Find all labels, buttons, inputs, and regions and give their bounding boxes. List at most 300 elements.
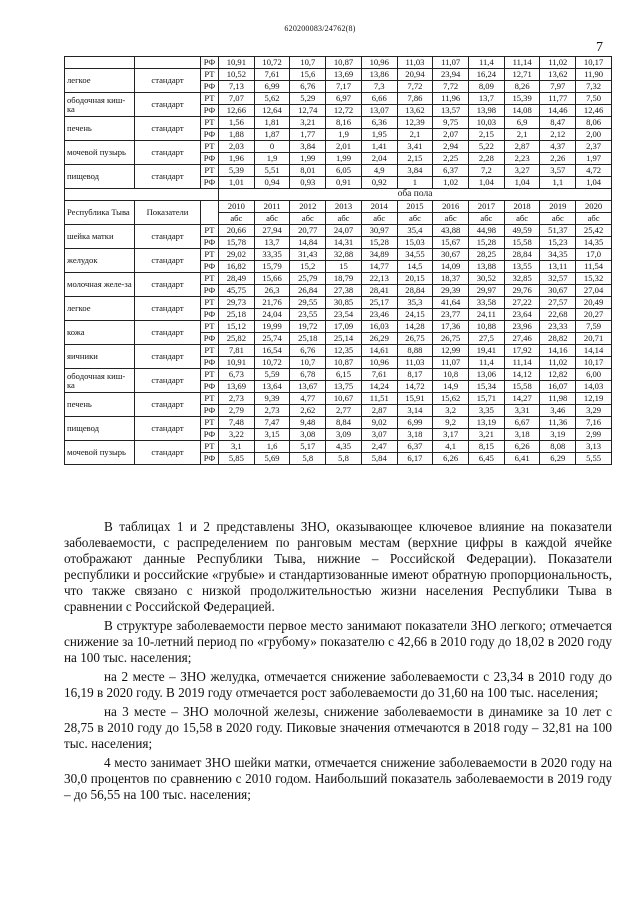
value-cell: 1,99 <box>290 153 326 165</box>
value-cell: 3,19 <box>540 429 576 441</box>
value-cell: 5,84 <box>361 453 397 465</box>
value-cell: 2,94 <box>433 141 469 153</box>
indicator-cell <box>135 57 201 69</box>
value-cell: 5,51 <box>254 165 290 177</box>
value-cell: 15,12 <box>219 321 255 333</box>
value-cell: 10,91 <box>219 357 255 369</box>
value-cell: 2,25 <box>433 153 469 165</box>
region-cell: РФ <box>201 153 219 165</box>
indicator-cell: стандарт <box>135 297 201 321</box>
value-cell: 1,9 <box>254 153 290 165</box>
region-cell: РФ <box>201 285 219 297</box>
value-cell: 18,37 <box>433 273 469 285</box>
value-cell: 15,28 <box>469 237 505 249</box>
value-cell: 13,57 <box>433 105 469 117</box>
value-cell: 15,78 <box>219 237 255 249</box>
value-cell: 6,78 <box>290 369 326 381</box>
value-cell: 2,01 <box>326 141 362 153</box>
value-cell: 23,54 <box>326 309 362 321</box>
value-cell: 0,94 <box>254 177 290 189</box>
value-cell: 6,26 <box>504 441 540 453</box>
value-cell: 14,24 <box>361 381 397 393</box>
value-cell: 14,72 <box>397 381 433 393</box>
region-cell: РТ <box>201 321 219 333</box>
blank-cell <box>65 189 219 201</box>
value-cell: 2,87 <box>361 405 397 417</box>
value-cell: 1,81 <box>254 117 290 129</box>
value-cell: 20,66 <box>219 225 255 237</box>
table-row <box>65 69 612 81</box>
table-row <box>65 321 612 333</box>
site-cell: пищевод <box>65 417 135 441</box>
table-row <box>65 249 612 261</box>
site-cell: легкое <box>65 69 135 93</box>
value-cell: 23,55 <box>290 309 326 321</box>
region-cell: РФ <box>201 57 219 69</box>
value-cell: 14,35 <box>576 237 612 249</box>
table-row <box>65 393 612 405</box>
value-cell: 7,50 <box>576 93 612 105</box>
value-cell: 2,62 <box>290 405 326 417</box>
site-cell: печень <box>65 393 135 417</box>
year-header: 2020 <box>576 201 612 213</box>
value-cell: 6,97 <box>326 93 362 105</box>
section-title: оба пола <box>219 189 612 201</box>
value-cell: 19,41 <box>469 345 505 357</box>
value-cell: 15,71 <box>469 393 505 405</box>
value-cell: 0,93 <box>290 177 326 189</box>
value-cell: 1,88 <box>219 129 255 141</box>
value-cell: 33,58 <box>469 297 505 309</box>
value-cell: 2,28 <box>469 153 505 165</box>
value-cell: 4,35 <box>326 441 362 453</box>
value-cell: 11,36 <box>540 417 576 429</box>
value-cell: 15,66 <box>254 273 290 285</box>
value-cell: 14,84 <box>290 237 326 249</box>
value-cell: 0,91 <box>326 177 362 189</box>
value-cell: 1,6 <box>254 441 290 453</box>
value-cell: 10,67 <box>326 393 362 405</box>
value-cell: 2,73 <box>254 405 290 417</box>
value-cell: 34,55 <box>397 249 433 261</box>
region-cell: РТ <box>201 225 219 237</box>
value-cell: 16,24 <box>469 69 505 81</box>
value-cell: 35,4 <box>397 225 433 237</box>
region-cell: РТ <box>201 117 219 129</box>
value-cell: 3,84 <box>290 141 326 153</box>
value-cell: 15 <box>326 261 362 273</box>
value-cell: 10,17 <box>576 357 612 369</box>
value-cell: 19,99 <box>254 321 290 333</box>
value-cell: 6,17 <box>397 453 433 465</box>
value-cell: 14,28 <box>397 321 433 333</box>
value-cell: 5,17 <box>290 441 326 453</box>
table-row <box>65 57 612 69</box>
value-cell: 15,28 <box>361 237 397 249</box>
value-cell: 4,77 <box>290 393 326 405</box>
site-cell: мочевой пузырь <box>65 441 135 465</box>
site-cell: желудок <box>65 249 135 273</box>
value-cell: 6,15 <box>326 369 362 381</box>
header-row <box>65 201 612 213</box>
value-cell: 22,13 <box>361 273 397 285</box>
value-cell: 25,17 <box>361 297 397 309</box>
value-cell: 2,03 <box>219 141 255 153</box>
value-cell: 14,14 <box>576 345 612 357</box>
value-cell: 13,86 <box>361 69 397 81</box>
value-cell: 12,74 <box>290 105 326 117</box>
value-cell: 14,09 <box>433 261 469 273</box>
value-cell: 3,18 <box>504 429 540 441</box>
value-cell: 32,88 <box>326 249 362 261</box>
table-row <box>65 165 612 177</box>
value-cell: 44,98 <box>469 225 505 237</box>
value-cell: 10,72 <box>254 357 290 369</box>
value-cell: 6,45 <box>469 453 505 465</box>
table-row <box>65 117 612 129</box>
value-cell: 13,98 <box>469 105 505 117</box>
value-cell: 2,15 <box>469 129 505 141</box>
value-cell: 1,99 <box>326 153 362 165</box>
site-cell: печень <box>65 117 135 141</box>
value-cell: 27,46 <box>504 333 540 345</box>
value-cell: 3,18 <box>397 429 433 441</box>
value-cell: 1,04 <box>469 177 505 189</box>
value-cell: 2,47 <box>361 441 397 453</box>
indicator-cell: стандарт <box>135 117 201 141</box>
value-cell: 13,19 <box>469 417 505 429</box>
value-cell: 11,07 <box>433 57 469 69</box>
value-cell: 3,21 <box>290 117 326 129</box>
value-cell: 16,54 <box>254 345 290 357</box>
value-cell: 5,8 <box>326 453 362 465</box>
value-cell: 7,07 <box>219 93 255 105</box>
value-cell: 2,73 <box>219 393 255 405</box>
table-row <box>65 441 612 453</box>
value-cell: 15,58 <box>504 237 540 249</box>
value-cell: 6,99 <box>254 81 290 93</box>
value-cell: 15,32 <box>576 273 612 285</box>
value-cell: 28,84 <box>397 285 433 297</box>
table-row <box>65 141 612 153</box>
value-cell: 26,29 <box>361 333 397 345</box>
value-cell: 17,92 <box>504 345 540 357</box>
value-cell: 14,77 <box>361 261 397 273</box>
value-cell: 30,85 <box>326 297 362 309</box>
site-cell: мочевой пузырь <box>65 141 135 165</box>
value-cell: 7,86 <box>397 93 433 105</box>
value-cell: 26,75 <box>433 333 469 345</box>
value-cell: 25,79 <box>290 273 326 285</box>
value-cell: 20,71 <box>576 333 612 345</box>
indicator-cell: стандарт <box>135 225 201 249</box>
value-cell: 13,62 <box>540 69 576 81</box>
value-cell: 2,99 <box>576 429 612 441</box>
value-cell: 29,02 <box>219 249 255 261</box>
value-cell: 1,41 <box>361 141 397 153</box>
value-cell: 18,79 <box>326 273 362 285</box>
value-cell: 15,62 <box>433 393 469 405</box>
value-cell: 5,55 <box>576 453 612 465</box>
year-header: 2014 <box>361 201 397 213</box>
table-row <box>65 273 612 285</box>
value-cell: 2,07 <box>433 129 469 141</box>
table-row <box>65 225 612 237</box>
blank-cell <box>201 201 219 225</box>
indicator-cell: стандарт <box>135 273 201 297</box>
value-cell: 13,69 <box>219 381 255 393</box>
value-cell: 8,16 <box>326 117 362 129</box>
value-cell: 23,96 <box>504 321 540 333</box>
value-cell: 1,02 <box>433 177 469 189</box>
value-cell: 13,69 <box>326 69 362 81</box>
value-cell: 0,92 <box>361 177 397 189</box>
value-cell: 1,04 <box>504 177 540 189</box>
value-cell: 7,17 <box>326 81 362 93</box>
value-cell: 10,72 <box>254 57 290 69</box>
value-cell: 11,77 <box>540 93 576 105</box>
value-cell: 11,90 <box>576 69 612 81</box>
unit-header: абс <box>576 213 612 225</box>
value-cell: 1,95 <box>361 129 397 141</box>
indicator-cell: стандарт <box>135 165 201 189</box>
value-cell: 25,14 <box>326 333 362 345</box>
incidence-table <box>64 56 612 465</box>
value-cell: 3,27 <box>504 165 540 177</box>
value-cell: 2,00 <box>576 129 612 141</box>
value-cell: 6,26 <box>433 453 469 465</box>
value-cell: 8,47 <box>540 117 576 129</box>
value-cell: 34,89 <box>361 249 397 261</box>
year-header: 2011 <box>254 201 290 213</box>
value-cell: 30,52 <box>469 273 505 285</box>
year-header: 2010 <box>219 201 255 213</box>
value-cell: 12,72 <box>326 105 362 117</box>
value-cell: 27,04 <box>576 285 612 297</box>
region-cell: РФ <box>201 405 219 417</box>
value-cell: 11,02 <box>540 57 576 69</box>
value-cell: 20,94 <box>397 69 433 81</box>
value-cell: 16,07 <box>540 381 576 393</box>
region-cell: РТ <box>201 417 219 429</box>
region-cell: РФ <box>201 381 219 393</box>
value-cell: 8,01 <box>290 165 326 177</box>
value-cell: 12,71 <box>504 69 540 81</box>
value-cell: 7,3 <box>361 81 397 93</box>
paragraph: 4 место занимает ЗНО шейки матки, отмечается снижение заболеваемости в 2020 году на 30,0 процентов по сравнению с 2010 годом. Наибольший показатель заболеваемости в 2019 году – до 56,55 на 100 тыс. населения; <box>64 755 612 802</box>
value-cell: 43,88 <box>433 225 469 237</box>
value-cell: 6,73 <box>219 369 255 381</box>
value-cell: 26,84 <box>290 285 326 297</box>
value-cell: 15,39 <box>504 93 540 105</box>
value-cell: 23,46 <box>361 309 397 321</box>
value-cell: 16,82 <box>219 261 255 273</box>
value-cell: 10,96 <box>361 357 397 369</box>
value-cell: 32,85 <box>504 273 540 285</box>
value-cell: 10,17 <box>576 57 612 69</box>
value-cell: 31,43 <box>290 249 326 261</box>
value-cell: 7,72 <box>433 81 469 93</box>
value-cell: 20,15 <box>397 273 433 285</box>
value-cell: 5,85 <box>219 453 255 465</box>
unit-header: абс <box>397 213 433 225</box>
value-cell: 25,18 <box>290 333 326 345</box>
value-cell: 13,07 <box>361 105 397 117</box>
value-cell: 25,18 <box>219 309 255 321</box>
value-cell: 4,37 <box>540 141 576 153</box>
value-cell: 11,54 <box>576 261 612 273</box>
region-cell: РФ <box>201 177 219 189</box>
value-cell: 23,77 <box>433 309 469 321</box>
value-cell: 30,67 <box>540 285 576 297</box>
value-cell: 14,03 <box>576 381 612 393</box>
region-cell: РТ <box>201 141 219 153</box>
value-cell: 29,39 <box>433 285 469 297</box>
value-cell: 8,08 <box>540 441 576 453</box>
value-cell: 6,66 <box>361 93 397 105</box>
value-cell: 7,13 <box>219 81 255 93</box>
value-cell: 8,09 <box>469 81 505 93</box>
value-cell: 1,04 <box>576 177 612 189</box>
value-cell: 19,72 <box>290 321 326 333</box>
value-cell: 12,19 <box>576 393 612 405</box>
value-cell: 14,61 <box>361 345 397 357</box>
value-cell: 2,87 <box>504 141 540 153</box>
column-header-site: Республика Тыва <box>65 201 135 225</box>
value-cell: 5,22 <box>469 141 505 153</box>
value-cell: 7,32 <box>576 81 612 93</box>
site-cell: легкое <box>65 297 135 321</box>
value-cell: 1,96 <box>219 153 255 165</box>
value-cell: 29,97 <box>469 285 505 297</box>
value-cell: 20,27 <box>576 309 612 321</box>
value-cell: 15,6 <box>290 69 326 81</box>
value-cell: 10,03 <box>469 117 505 129</box>
value-cell: 6,05 <box>326 165 362 177</box>
value-cell: 2,04 <box>361 153 397 165</box>
indicator-cell: стандарт <box>135 321 201 345</box>
site-cell: шейка матки <box>65 225 135 249</box>
value-cell: 13,62 <box>397 105 433 117</box>
value-cell: 23,94 <box>433 69 469 81</box>
value-cell: 6,67 <box>504 417 540 429</box>
value-cell: 4,9 <box>361 165 397 177</box>
region-cell: РТ <box>201 441 219 453</box>
value-cell: 12,82 <box>540 369 576 381</box>
paragraph: на 2 месте – ЗНО желудка, отмечается снижение заболеваемости с 23,34 в 2010 году до 16,19 в 2020 году. В 2019 году отмечается рост заболеваемости до 31,60 на 100 тыс. населения; <box>64 669 612 700</box>
value-cell: 3,1 <box>219 441 255 453</box>
table-row <box>65 345 612 357</box>
value-cell: 5,62 <box>254 93 290 105</box>
value-cell: 14,31 <box>326 237 362 249</box>
value-cell: 3,57 <box>540 165 576 177</box>
paragraph: В таблицах 1 и 2 представлены ЗНО, оказывающее ключевое влияние на показатели заболеваемости, с распределением по ранговым местам (верхние цифры в каждой ячейке отображают данные Республики Тыва, нижние – Российской Федерации). Показатели республики и российские «грубые» и стандартизованные имеют обратную пропорциональность, что также связано с низкой продолжительностью жизни населения Республики Тыва в сравнении с Российской Федерацией. <box>64 519 612 614</box>
value-cell: 25,74 <box>254 333 290 345</box>
value-cell: 7,59 <box>576 321 612 333</box>
value-cell: 2,23 <box>504 153 540 165</box>
value-cell: 21,76 <box>254 297 290 309</box>
value-cell: 35,3 <box>397 297 433 309</box>
value-cell: 3,13 <box>576 441 612 453</box>
value-cell: 11,51 <box>361 393 397 405</box>
value-cell: 3,07 <box>361 429 397 441</box>
value-cell: 22,68 <box>540 309 576 321</box>
unit-header: абс <box>254 213 290 225</box>
value-cell: 14,46 <box>540 105 576 117</box>
value-cell: 6,41 <box>504 453 540 465</box>
value-cell: 29,55 <box>290 297 326 309</box>
value-cell: 24,15 <box>397 309 433 321</box>
value-cell: 3,84 <box>397 165 433 177</box>
value-cell: 8,84 <box>326 417 362 429</box>
region-cell: РТ <box>201 93 219 105</box>
value-cell: 11,03 <box>397 357 433 369</box>
column-header-indicator: Показатели <box>135 201 201 225</box>
value-cell: 2,26 <box>540 153 576 165</box>
value-cell: 10,7 <box>290 357 326 369</box>
value-cell: 11,4 <box>469 357 505 369</box>
value-cell: 17,0 <box>576 249 612 261</box>
indicator-cell: стандарт <box>135 393 201 417</box>
unit-header: абс <box>290 213 326 225</box>
value-cell: 11,03 <box>397 57 433 69</box>
region-cell: РФ <box>201 129 219 141</box>
unit-header: абс <box>504 213 540 225</box>
value-cell: 10,52 <box>219 69 255 81</box>
value-cell: 24,11 <box>469 309 505 321</box>
value-cell: 25,82 <box>219 333 255 345</box>
region-cell: РФ <box>201 105 219 117</box>
value-cell: 8,17 <box>397 369 433 381</box>
table-row <box>65 297 612 309</box>
value-cell: 7,48 <box>219 417 255 429</box>
value-cell: 11,98 <box>540 393 576 405</box>
value-cell: 26,3 <box>254 285 290 297</box>
region-cell: РФ <box>201 357 219 369</box>
region-cell: РФ <box>201 453 219 465</box>
value-cell: 8,15 <box>469 441 505 453</box>
site-cell: пищевод <box>65 165 135 189</box>
year-header: 2015 <box>397 201 433 213</box>
value-cell: 33,35 <box>254 249 290 261</box>
value-cell: 6,76 <box>290 345 326 357</box>
value-cell: 5,59 <box>254 369 290 381</box>
value-cell: 3,14 <box>397 405 433 417</box>
region-cell: РТ <box>201 345 219 357</box>
year-header: 2018 <box>504 201 540 213</box>
value-cell: 27,38 <box>326 285 362 297</box>
indicator-cell: стандарт <box>135 345 201 369</box>
value-cell: 3,21 <box>469 429 505 441</box>
value-cell: 6,29 <box>540 453 576 465</box>
value-cell: 10,8 <box>433 369 469 381</box>
value-cell: 14,9 <box>433 381 469 393</box>
value-cell: 26,75 <box>397 333 433 345</box>
paragraph: В структуре заболеваемости первое место занимают показатели ЗНО легкого; отмечается снижение за 10-летний период по «грубому» показателю с 42,66 в 2010 году до 18,02 в 2020 году на 100 тыс. населения; <box>64 618 612 665</box>
value-cell: 15,58 <box>504 381 540 393</box>
value-cell: 10,87 <box>326 357 362 369</box>
value-cell: 1,87 <box>254 129 290 141</box>
region-cell: РТ <box>201 273 219 285</box>
value-cell: 7,97 <box>540 81 576 93</box>
value-cell: 1 <box>397 177 433 189</box>
indicator-cell: стандарт <box>135 417 201 441</box>
value-cell: 8,88 <box>397 345 433 357</box>
value-cell: 14,27 <box>504 393 540 405</box>
value-cell: 41,64 <box>433 297 469 309</box>
value-cell: 13,11 <box>540 261 576 273</box>
value-cell: 7,47 <box>254 417 290 429</box>
